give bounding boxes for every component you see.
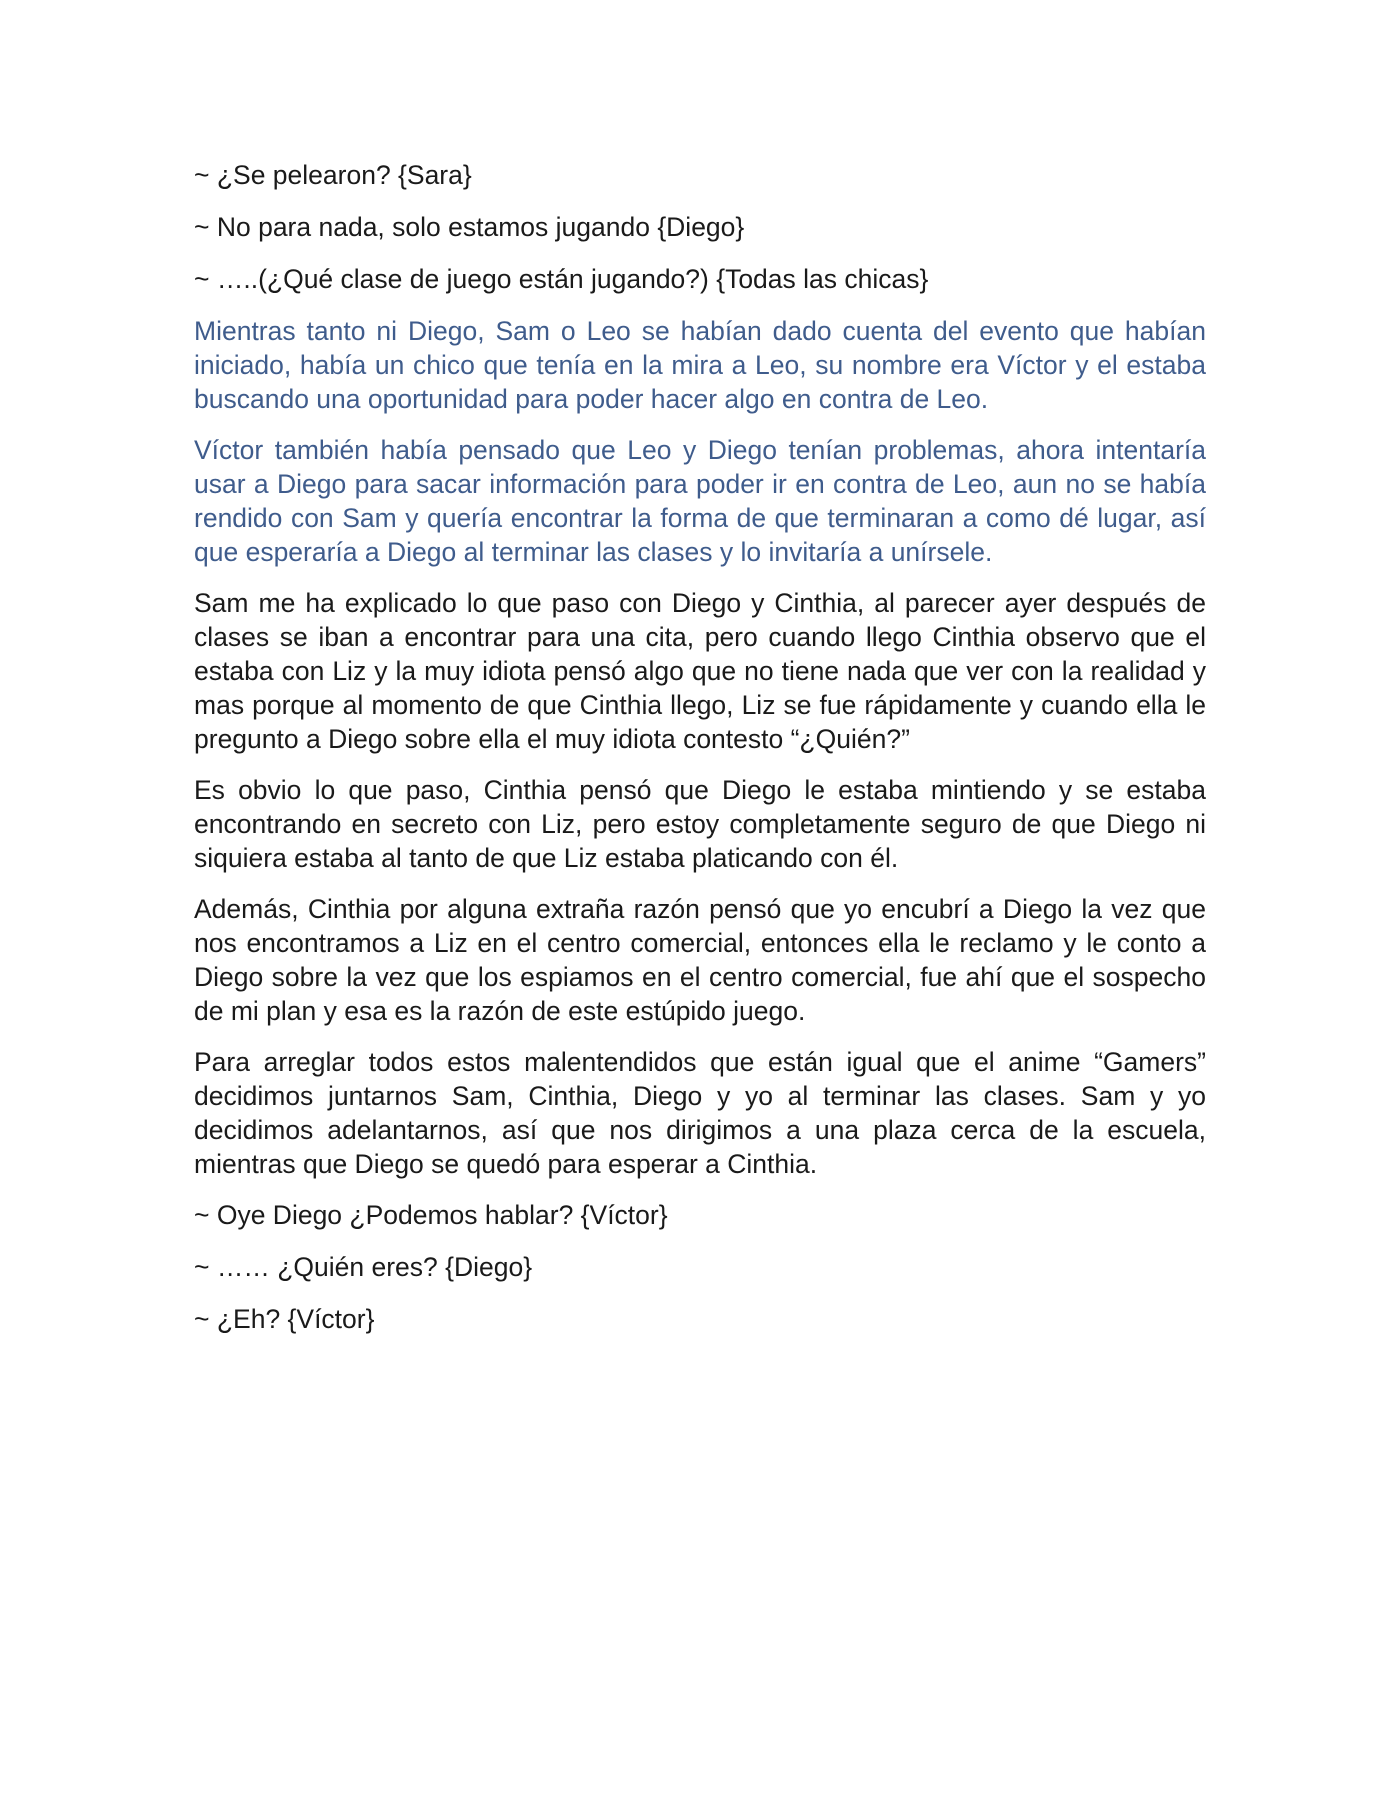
narration-paragraph-victor-2: Víctor también había pensado que Leo y Diego tenían problemas, ahora intentaría usar a Diego para sacar información para poder ir en contra de Leo, aun no se había rendido con Sam y quería encontrar la forma de que terminaran a como dé lugar, así que esperaría a Diego al terminar las clases y lo invitaría a unírsele.: [194, 435, 1206, 567]
dialog-line-victor-2: ~ ¿Eh? {Víctor}: [194, 1304, 375, 1334]
body-paragraph-1: Sam me ha explicado lo que paso con Diego y Cinthia, al parecer ayer después de clases se iban a encontrar para una cita, pero cuando llego Cinthia observo que el estaba con Liz y la muy idiota pensó algo que no tiene nada que ver con la realidad y mas porque al momento de que Cinthia llego, Liz se fue rápidamente y cuando ella le pregunto a Diego sobre ella el muy idiota contesto “¿Quién?”: [194, 588, 1206, 754]
dialog-line-diego-2: ~ …… ¿Quién eres? {Diego}: [194, 1252, 533, 1282]
page-body: [194, 158, 1206, 1354]
dialog-line-chicas: ~ …..(¿Qué clase de juego están jugando?) {Todas las chicas}: [194, 264, 929, 294]
body-paragraph-3: Además, Cinthia por alguna extraña razón pensó que yo encubrí a Diego la vez que nos encontramos a Liz en el centro comercial, entonces ella le reclamo y le conto a Diego sobre la vez que los espiamos en el centro comercial, fue ahí que el sospecho de mi plan y esa es la razón de este estúpido juego.: [194, 894, 1206, 1026]
body-paragraph-2: Es obvio lo que paso, Cinthia pensó que Diego le estaba mintiendo y se estaba encontrando en secreto con Liz, pero estoy completamente seguro de que Diego ni siquiera estaba al tanto de que Liz estaba platicando con él.: [194, 775, 1206, 873]
narration-paragraph-victor-1: Mientras tanto ni Diego, Sam o Leo se habían dado cuenta del evento que habían iniciado, había un chico que tenía en la mira a Leo, su nombre era Víctor y el estaba buscando una oportunidad para poder hacer algo en contra de Leo.: [194, 316, 1206, 414]
body-paragraph-4: Para arreglar todos estos malentendidos que están igual que el anime “Gamers” decidimos juntarnos Sam, Cinthia, Diego y yo al terminar las clases. Sam y yo decidimos adelantarnos, así que nos dirigimos a una plaza cerca de la escuela, mientras que Diego se quedó para esperar a Cinthia.: [194, 1047, 1206, 1179]
dialog-line-victor-1: ~ Oye Diego ¿Podemos hablar? {Víctor}: [194, 1200, 668, 1230]
dialog-line-sara: ~ ¿Se pelearon? {Sara}: [194, 160, 472, 190]
dialog-line-diego: ~ No para nada, solo estamos jugando {Diego}: [194, 212, 745, 242]
